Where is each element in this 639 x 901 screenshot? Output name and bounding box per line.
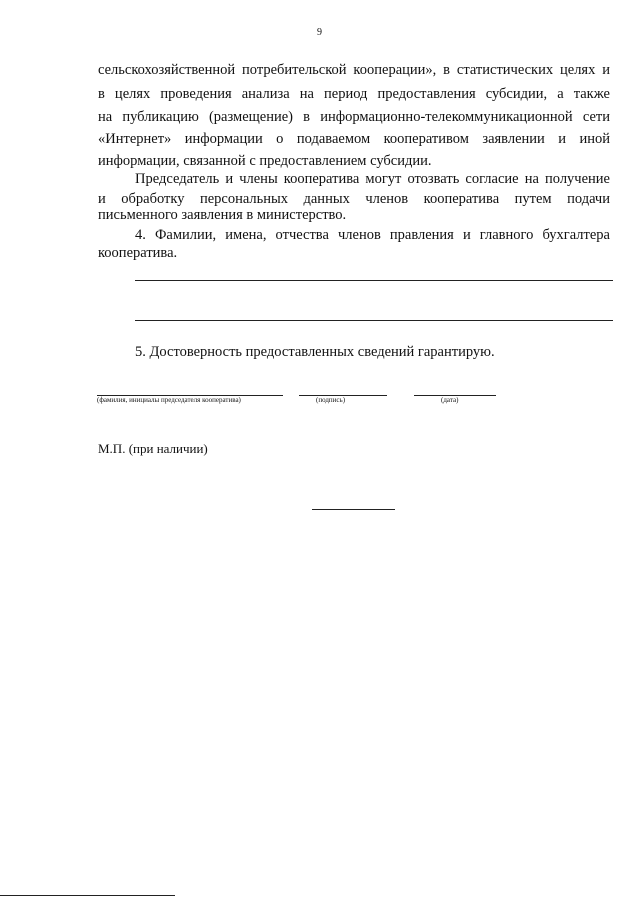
paragraph-line: на публикацию (размещение) в информационно-телекоммуникационной сети (98, 109, 610, 125)
paragraph-line: Председатель и члены кооператива могут отозвать согласие на получение (135, 171, 610, 187)
paragraph-line: сельскохозяйственной потребительской кооперации», в статистических целях и (98, 62, 610, 78)
paragraph-line: и обработку персональных данных членов кооператива путем подачи (98, 191, 610, 207)
page-number: 9 (317, 27, 322, 38)
paragraph-line: «Интернет» информации о подаваемом кооперативом заявлении и иной (98, 131, 610, 147)
paragraph-line: информации, связанной с предоставлением субсидии. (98, 153, 432, 169)
stamp-placeholder: М.П. (при наличии) (98, 441, 208, 456)
board-members-blank-line (135, 320, 613, 321)
date-caption: (дата) (441, 396, 459, 404)
signature-caption: (подпись) (316, 396, 346, 404)
board-members-blank-line (135, 280, 613, 281)
paragraph-line: 4. Фамилии, имена, отчества членов правления и главного бухгалтера (135, 227, 610, 243)
footnote-separator (0, 895, 175, 896)
paragraph-line: письменного заявления в министерство. (98, 207, 347, 223)
paragraph-line: кооператива. (98, 245, 178, 261)
guarantee-statement: 5. Достоверность предоставленных сведений гарантирую. (135, 344, 495, 360)
name-caption: (фамилия, инициалы председателя кооператива) (97, 396, 241, 404)
section-end-separator (312, 509, 395, 510)
paragraph-line: в целях проведения анализа на период предоставления субсидии, а также (98, 86, 610, 102)
